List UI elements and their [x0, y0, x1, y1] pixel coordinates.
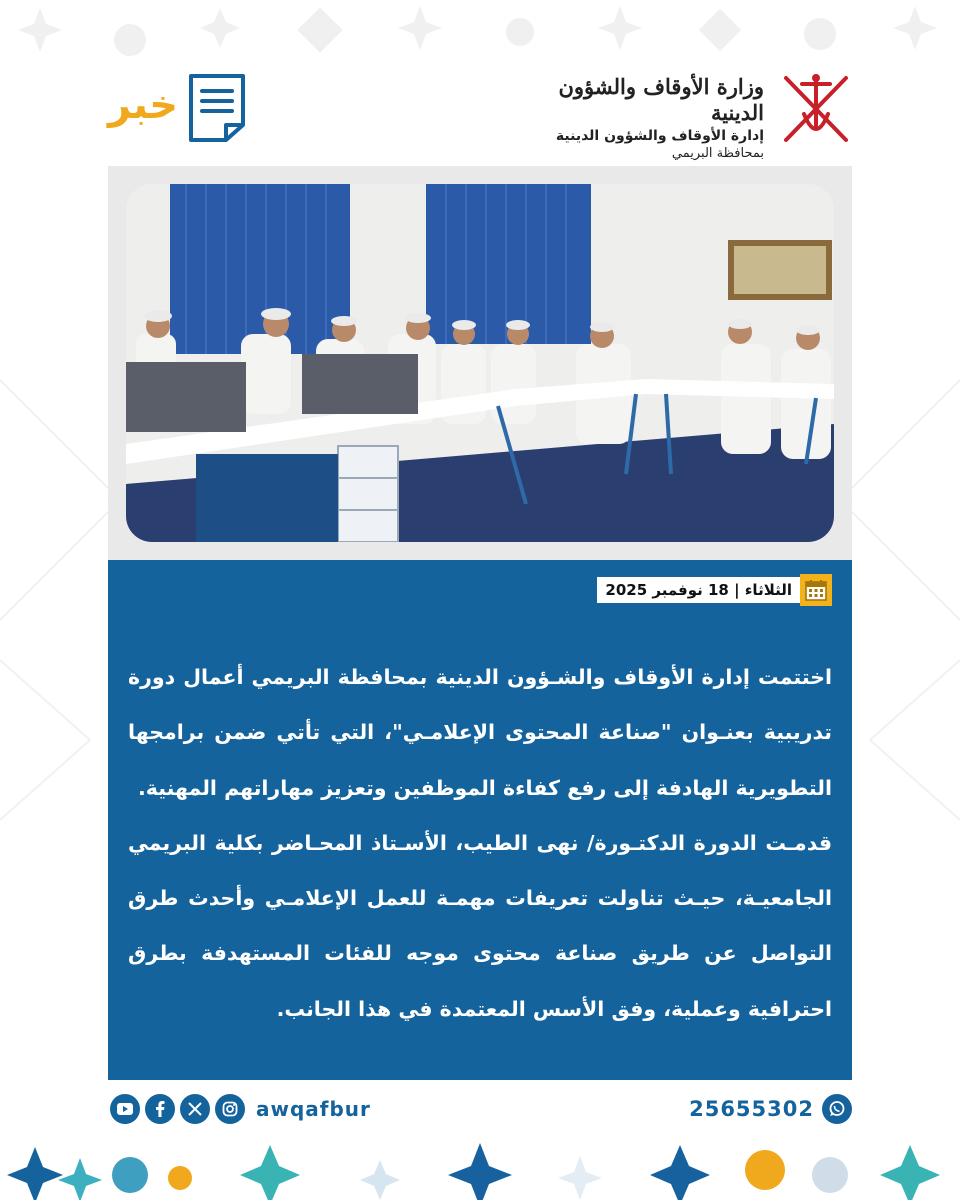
ministry-subtitle: إدارة الأوقاف والشؤون الدينية — [555, 128, 764, 144]
article-body — [128, 650, 832, 1037]
news-label: خبر — [108, 82, 179, 128]
ministry-governorate: بمحافظة البريمي — [671, 146, 764, 161]
instagram-icon[interactable] — [215, 1094, 245, 1124]
social-handle[interactable]: awqafbur — [256, 1097, 371, 1121]
ministry-title: وزارة الأوقاف والشؤون الدينية — [558, 74, 764, 125]
contact-phone — [689, 1094, 852, 1124]
article-paragraph-2: قدمـت الدورة الدكتـورة/ نهى الطيب، الأسـتاذ المحـاضر بكلية البريمي الجامعيـة، حيـث تناولت تعريفات مهمـة للعمل الإعلامـي وأحدث طرق التواصل عن طريق صناعة محتوى موجه للفئات المستهدفة بطرق احترافية وعملية، وفق الأسس المعتمدة في هذا الجانب. — [128, 830, 832, 1021]
training-session-photo — [126, 184, 834, 542]
youtube-icon[interactable] — [110, 1094, 140, 1124]
ministry-name-block — [504, 74, 764, 161]
top-ornament — [0, 0, 960, 70]
x-icon[interactable] — [180, 1094, 210, 1124]
whatsapp-icon[interactable] — [822, 1094, 852, 1124]
article-panel — [108, 560, 852, 1080]
phone-number[interactable]: 25655302 — [689, 1097, 814, 1121]
date-badge — [597, 574, 832, 606]
publish-date: الثلاثاء | 18 نوفمبر 2025 — [597, 577, 800, 603]
document-icon — [188, 73, 246, 143]
calendar-icon — [800, 574, 832, 606]
bottom-ornament — [0, 1130, 960, 1200]
oman-emblem-icon — [778, 70, 854, 148]
facebook-icon[interactable] — [145, 1094, 175, 1124]
article-paragraph-1: اختتمت إدارة الأوقاف والشـؤون الدينية بمحافظة البريمي أعمال دورة تدريبية بعنـوان "صناعة المحتوى الإعلامـي"، التي تأتي ضمن برامجها التطويرية الهادفة إلى رفع كفاءة الموظفين وتعزيز مهاراتهم المهنية. — [128, 665, 832, 800]
social-links — [110, 1094, 371, 1124]
